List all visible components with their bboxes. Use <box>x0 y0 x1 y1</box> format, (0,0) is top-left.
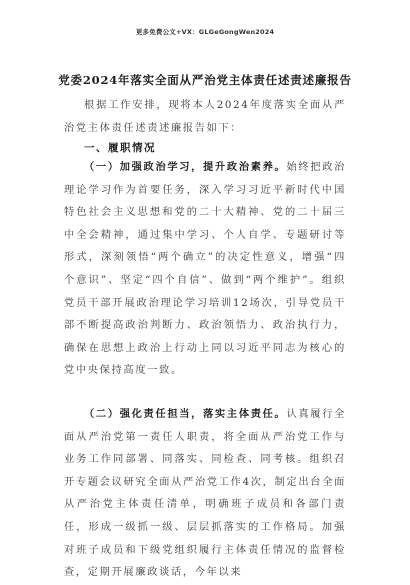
paragraph-lead: （一）加强政治学习，提升政治素养。 <box>84 161 287 173</box>
watermark-header: 更多免费公文+VX：GLGeGongWen2024 <box>135 28 275 36</box>
paragraph-body: 认真履行全面从严治党第一责任人职责，将全面从严治党工作与业务工作同部署、同落实、同检查、同考核。组织召开专题会议研究全面从严治党工作4次，制定出台全面从严治党主体责任清单，明确班子成员和各部门责任，形成一级抓一级、层层抓落实的工作格局。加强对班子成员和下级党组织履行主体责任情况的监督检查，定期开展廉政谈话，今年以来 <box>64 409 346 579</box>
section-heading: 一、履职情况 <box>84 142 156 154</box>
intro-paragraph: 根据工作安排，现将本人2024年度落实全面从严治党主体责任述责述廉报告如下： <box>64 100 346 134</box>
paragraph-body: 始终把政治理论学习作为首要任务，深入学习习近平新时代中国特色社会主义思想和党的二十大精神、党的二十届三中全会精神，通过集中学习、个人自学、专题研讨等形式，深刻领悟“两个确立”的决定性意义，增强“四个意识”、坚定“四个自信”、做到“两个维护”。组织党员干部开展政治理论学习培训12场次，引导党员干部不断提高政治判断力、政治领悟力、政治执行力，确保在思想上政治上行动上同以习近平同志为核心的党中央保持高度一致。 <box>64 162 346 377</box>
document-title: 党委2024年落实全面从严治党主体责任述责述廉报告 <box>58 73 352 87</box>
paragraph-responsibility <box>64 403 346 585</box>
paragraph-political-study <box>64 156 346 383</box>
paragraph-lead: （二）强化责任担当，落实主体责任。 <box>84 408 287 420</box>
